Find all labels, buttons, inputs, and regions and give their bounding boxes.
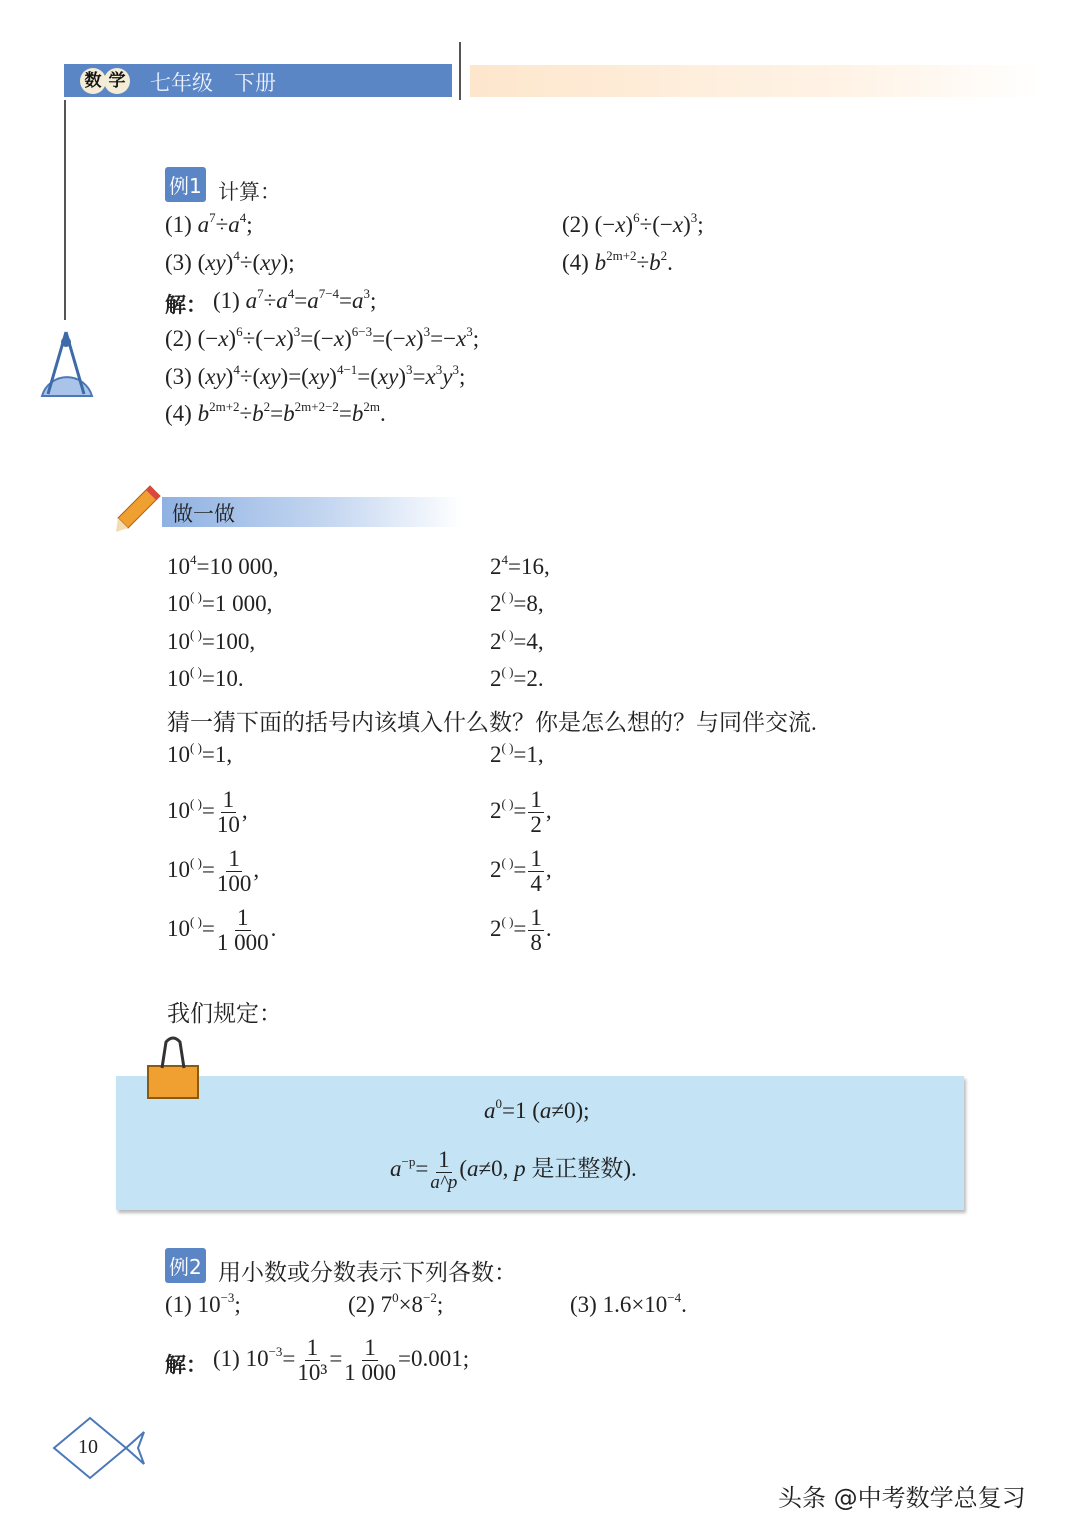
problem bbox=[562, 212, 704, 238]
problem bbox=[570, 1292, 687, 1318]
math-exponent: ( ) bbox=[190, 589, 202, 604]
math-variable: x bbox=[456, 326, 467, 351]
math-text: , bbox=[545, 797, 552, 823]
activity-title: 做一做 bbox=[172, 502, 235, 526]
math-text: , bbox=[241, 797, 248, 823]
fraction-numerator: 1 bbox=[530, 905, 542, 930]
math-text: ; bbox=[246, 212, 253, 237]
equation bbox=[490, 554, 550, 580]
guess-question: 猜一猜下面的括号内该填入什么数？你是怎么想的？与同伴交流. bbox=[167, 710, 817, 735]
math-exponent: ( ) bbox=[190, 664, 202, 679]
math-text: ) bbox=[225, 250, 234, 275]
math-exponent: −2 bbox=[423, 1290, 437, 1305]
math-exponent: 3 bbox=[435, 362, 443, 377]
math-text: =( bbox=[357, 364, 378, 389]
fraction-numerator: 1 bbox=[364, 1335, 376, 1360]
problem bbox=[165, 250, 295, 276]
margin-line bbox=[64, 100, 66, 320]
math-text: ) bbox=[683, 212, 691, 237]
math-text: 2 bbox=[490, 629, 502, 654]
header-decoration bbox=[470, 65, 1040, 97]
math-text: ; bbox=[458, 364, 466, 389]
equation bbox=[490, 629, 544, 655]
math-text: = bbox=[201, 915, 215, 941]
math-variable: b bbox=[594, 250, 607, 275]
solution-line bbox=[213, 288, 376, 314]
math-text: =8, bbox=[513, 591, 544, 616]
math-exponent: 2m+2 bbox=[606, 248, 637, 263]
math-variable: xy bbox=[205, 250, 226, 275]
math-text: ) bbox=[329, 364, 337, 389]
fraction-denominator: 1 000 bbox=[344, 1360, 397, 1386]
math-variable: b bbox=[252, 401, 264, 426]
math-fraction bbox=[528, 847, 544, 896]
math-exponent: 3 bbox=[690, 210, 698, 225]
fish-page-badge bbox=[50, 1414, 146, 1482]
math-text: ) bbox=[398, 364, 407, 389]
fraction-denominator: 8 bbox=[530, 930, 542, 956]
equation bbox=[167, 847, 259, 896]
math-text: = bbox=[201, 797, 215, 823]
math-text: ) bbox=[415, 326, 424, 351]
fraction-numerator: 1 bbox=[438, 1147, 450, 1172]
math-text: = bbox=[270, 401, 284, 426]
math-variable: a bbox=[390, 1155, 402, 1181]
equation bbox=[167, 666, 244, 692]
math-text: 10 bbox=[167, 629, 190, 654]
equation bbox=[490, 666, 544, 692]
equation bbox=[167, 629, 255, 655]
book-title: 七年级 下册 bbox=[150, 71, 276, 95]
math-exponent: ( ) bbox=[501, 740, 514, 755]
math-text: =1, bbox=[513, 742, 544, 767]
equation bbox=[167, 554, 278, 580]
math-exponent: 3 bbox=[466, 324, 473, 339]
problem bbox=[165, 212, 253, 238]
math-text: =1 ( bbox=[502, 1098, 540, 1123]
math-exponent: 3 bbox=[406, 362, 413, 377]
math-text: 10 bbox=[167, 856, 190, 882]
math-text: 2 bbox=[490, 591, 502, 616]
math-variable: x bbox=[218, 326, 229, 351]
math-text: 10 bbox=[167, 797, 190, 823]
math-variable: x bbox=[275, 326, 287, 351]
math-exponent: 7 bbox=[257, 286, 264, 301]
math-variable: x bbox=[405, 326, 416, 351]
math-variable: xy bbox=[260, 250, 281, 275]
equation bbox=[167, 788, 248, 837]
math-text: (3) 1.6×10 bbox=[570, 1292, 668, 1317]
math-text: (2) (− bbox=[562, 212, 616, 237]
math-exponent: 0 bbox=[392, 1290, 399, 1305]
math-variable: b bbox=[197, 401, 210, 426]
math-text: =− bbox=[430, 326, 457, 351]
math-exponent: 4 bbox=[233, 248, 240, 263]
math-text: . bbox=[681, 1292, 687, 1317]
math-text: ; bbox=[436, 1292, 444, 1317]
math-text: ; bbox=[472, 326, 480, 351]
math-variable: p bbox=[514, 1155, 526, 1181]
math-text: 10 bbox=[167, 666, 190, 691]
math-exponent: 4 bbox=[233, 362, 240, 377]
math-fraction bbox=[297, 1336, 327, 1385]
math-variable: b bbox=[351, 401, 364, 426]
math-text: 10 bbox=[167, 554, 190, 579]
math-text: 2 bbox=[490, 856, 502, 882]
math-text: =2. bbox=[513, 666, 544, 691]
problem bbox=[562, 250, 673, 276]
math-text: . bbox=[545, 915, 552, 941]
math-exponent: 2 bbox=[263, 399, 271, 414]
math-exponent: −4 bbox=[667, 1290, 682, 1305]
fraction-denominator: 10 bbox=[216, 812, 240, 838]
math-text: , bbox=[545, 856, 552, 882]
math-text: 2 bbox=[490, 666, 502, 691]
math-text: 2 bbox=[490, 797, 502, 823]
solution-line bbox=[165, 401, 386, 427]
math-text: ÷ bbox=[239, 401, 253, 426]
math-variable: a bbox=[352, 288, 364, 313]
math-text: . bbox=[270, 915, 277, 941]
math-fraction bbox=[344, 1336, 396, 1385]
equation bbox=[490, 591, 544, 617]
math-variable: x bbox=[672, 212, 684, 237]
fraction-denominator: 4 bbox=[530, 871, 542, 897]
solution-label: 解： bbox=[165, 1353, 207, 1377]
math-exponent: 7 bbox=[209, 210, 216, 225]
math-text: (2) 7 bbox=[348, 1292, 393, 1317]
fraction-denominator: 100 bbox=[216, 871, 252, 897]
math-exponent: 2m bbox=[363, 399, 381, 414]
equation bbox=[490, 906, 552, 955]
math-fraction bbox=[528, 788, 544, 837]
math-text: =16, bbox=[508, 554, 550, 579]
equation bbox=[167, 906, 276, 955]
math-text: ); bbox=[280, 250, 295, 275]
math-exponent: 6 bbox=[633, 210, 640, 225]
math-text: ; bbox=[370, 288, 377, 313]
math-text: ≠0, bbox=[478, 1155, 515, 1181]
compass-icon bbox=[36, 328, 96, 400]
math-text: ÷ bbox=[263, 288, 277, 313]
math-variable: b bbox=[649, 250, 661, 275]
math-text: . bbox=[380, 401, 386, 426]
equation bbox=[490, 847, 552, 896]
equation bbox=[490, 788, 552, 837]
math-fraction bbox=[528, 906, 544, 955]
math-exponent: 4 bbox=[239, 210, 247, 225]
math-text: (1) bbox=[213, 288, 246, 313]
math-variable: y bbox=[442, 364, 453, 389]
fraction-numerator: 1 bbox=[228, 846, 240, 871]
math-exponent: 2 bbox=[660, 248, 668, 263]
math-variable: b bbox=[283, 401, 295, 426]
math-exponent: 3 bbox=[293, 324, 301, 339]
math-text: 是正整数). bbox=[525, 1155, 637, 1181]
equation bbox=[167, 742, 232, 768]
math-text: ) bbox=[228, 326, 237, 351]
math-exponent: ( ) bbox=[190, 740, 202, 755]
math-text: ×8 bbox=[398, 1292, 424, 1317]
page-number: 10 bbox=[78, 1436, 98, 1458]
math-text: (3) ( bbox=[165, 250, 206, 275]
math-exponent: ( ) bbox=[501, 627, 514, 642]
math-exponent: 7−4 bbox=[318, 286, 340, 301]
subject-logo bbox=[80, 68, 128, 94]
example-2-prompt: 用小数或分数表示下列各数： bbox=[218, 1260, 517, 1285]
math-exponent: 4 bbox=[190, 552, 197, 567]
math-exponent: ( ) bbox=[190, 795, 202, 811]
math-exponent: ( ) bbox=[501, 664, 514, 679]
math-variable: xy bbox=[260, 364, 281, 389]
fraction-numerator: 1 bbox=[530, 787, 542, 812]
math-exponent: ( ) bbox=[501, 795, 514, 811]
math-text: 2 bbox=[490, 742, 502, 767]
math-text: ≠0); bbox=[551, 1098, 590, 1123]
math-variable: xy bbox=[308, 364, 330, 389]
math-variable: a bbox=[539, 1098, 552, 1123]
definition-negative-exponent bbox=[390, 1148, 637, 1193]
math-text: = bbox=[513, 915, 527, 941]
math-exponent: −3 bbox=[268, 1343, 283, 1359]
fraction-numerator: 1 bbox=[222, 787, 235, 812]
math-text: =1, bbox=[201, 742, 233, 767]
math-text: = bbox=[339, 288, 353, 313]
math-exponent: 4 bbox=[287, 286, 295, 301]
math-text: 2 bbox=[490, 554, 502, 579]
math-text: =4, bbox=[513, 629, 544, 654]
math-text: 2 bbox=[490, 915, 502, 941]
math-text: =0.001; bbox=[398, 1345, 470, 1371]
binder-clip-icon bbox=[144, 1036, 202, 1102]
math-exponent: 6−3 bbox=[351, 324, 373, 339]
fraction-numerator: 1 bbox=[237, 905, 249, 930]
math-text: 10 bbox=[167, 591, 190, 616]
math-exponent: 4 bbox=[501, 552, 508, 567]
math-text: ; bbox=[697, 212, 704, 237]
math-fraction bbox=[217, 788, 240, 837]
equation bbox=[490, 742, 544, 768]
math-text: ) bbox=[344, 326, 352, 351]
math-variable: a bbox=[245, 288, 258, 313]
math-text: = bbox=[415, 1155, 429, 1181]
math-text: (4) bbox=[562, 250, 595, 275]
math-text: ) bbox=[286, 326, 294, 351]
math-exponent: ( ) bbox=[190, 913, 202, 929]
math-text: (3) ( bbox=[165, 364, 206, 389]
example-1-prompt: 计算： bbox=[218, 180, 281, 204]
example-2-badge: 例2 bbox=[165, 1248, 206, 1283]
math-text: (2) (− bbox=[165, 326, 219, 351]
problem bbox=[348, 1292, 443, 1318]
math-text: ) bbox=[225, 364, 234, 389]
fraction-denominator: 10³ bbox=[297, 1360, 328, 1386]
math-exponent: 3 bbox=[423, 324, 431, 339]
problem bbox=[165, 1292, 241, 1318]
math-text: = bbox=[294, 288, 308, 313]
math-text: =10. bbox=[201, 666, 244, 691]
example-1-badge: 例1 bbox=[165, 167, 206, 202]
math-variable: x bbox=[333, 326, 345, 351]
math-text: . bbox=[667, 250, 673, 275]
math-variable: a bbox=[276, 288, 288, 313]
math-exponent: 0 bbox=[495, 1096, 502, 1111]
math-exponent: ( ) bbox=[501, 589, 514, 604]
logo-char: 数 bbox=[80, 68, 106, 94]
fraction-denominator: 2 bbox=[530, 812, 542, 838]
math-exponent: −3 bbox=[220, 1290, 235, 1305]
math-text: =(− bbox=[372, 326, 406, 351]
math-text: = bbox=[329, 1345, 343, 1371]
math-fraction bbox=[217, 847, 252, 896]
math-text: ÷(− bbox=[242, 326, 276, 351]
math-exponent: ( ) bbox=[501, 913, 514, 929]
math-text: ÷( bbox=[239, 250, 261, 275]
math-variable: x bbox=[425, 364, 436, 389]
math-text: ÷(− bbox=[639, 212, 673, 237]
math-exponent: 3 bbox=[452, 362, 459, 377]
math-exponent: 3 bbox=[363, 286, 371, 301]
definition-intro: 我们规定： bbox=[167, 1001, 282, 1026]
math-text: ) bbox=[625, 212, 634, 237]
math-variable: a bbox=[467, 1155, 479, 1181]
math-text: =(− bbox=[300, 326, 334, 351]
logo-char: 学 bbox=[104, 68, 130, 94]
math-variable: x bbox=[615, 212, 626, 237]
math-text: =10 000, bbox=[196, 554, 279, 579]
math-exponent: ( ) bbox=[501, 854, 514, 870]
math-text: = bbox=[513, 856, 527, 882]
solution-line bbox=[165, 364, 465, 390]
solution-label: 解： bbox=[165, 293, 207, 317]
header-divider bbox=[459, 42, 461, 100]
fraction-denominator: a^p bbox=[430, 1172, 458, 1194]
header-bar bbox=[64, 64, 452, 97]
solution-line bbox=[165, 326, 479, 352]
math-text: ÷ bbox=[636, 250, 650, 275]
math-text: )=( bbox=[280, 364, 309, 389]
math-text: = bbox=[412, 364, 426, 389]
math-text: 10 bbox=[167, 742, 190, 767]
math-exponent: 2m+2 bbox=[209, 399, 240, 414]
math-text: (4) bbox=[165, 401, 198, 426]
fraction-numerator: 1 bbox=[530, 846, 542, 871]
math-text: (1) 10 bbox=[213, 1345, 269, 1371]
math-text: = bbox=[201, 856, 215, 882]
math-exponent: ( ) bbox=[190, 627, 202, 642]
math-text: , bbox=[253, 856, 260, 882]
math-variable: a bbox=[307, 288, 319, 313]
math-text: ÷ bbox=[215, 212, 229, 237]
math-text: (1) bbox=[165, 212, 198, 237]
watermark: 头条 @中考数学总复习 bbox=[778, 1484, 1026, 1512]
math-text: (1) 10 bbox=[165, 1292, 221, 1317]
activity-banner bbox=[162, 497, 462, 527]
math-variable: a bbox=[484, 1098, 496, 1123]
definition-zero-exponent bbox=[484, 1098, 590, 1124]
math-fraction bbox=[430, 1148, 457, 1193]
equation bbox=[167, 591, 272, 617]
math-exponent: ( ) bbox=[190, 854, 202, 870]
math-text: ; bbox=[234, 1292, 241, 1317]
math-text: = bbox=[513, 797, 527, 823]
math-variable: xy bbox=[205, 364, 226, 389]
math-text: =1 000, bbox=[201, 591, 273, 616]
math-text: ( bbox=[459, 1155, 468, 1181]
math-text: = bbox=[282, 1345, 296, 1371]
math-fraction bbox=[217, 906, 269, 955]
math-text: 10 bbox=[167, 915, 190, 941]
math-exponent: 6 bbox=[236, 324, 243, 339]
math-variable: a bbox=[228, 212, 240, 237]
math-exponent: 4−1 bbox=[336, 362, 358, 377]
solution-line bbox=[213, 1336, 469, 1385]
fraction-numerator: 1 bbox=[306, 1335, 319, 1360]
math-variable: xy bbox=[377, 364, 399, 389]
math-text: ÷( bbox=[239, 364, 261, 389]
math-variable: a bbox=[197, 212, 210, 237]
math-text: = bbox=[338, 401, 352, 426]
math-exponent: −p bbox=[401, 1153, 416, 1169]
math-exponent: 2m+2−2 bbox=[294, 399, 339, 414]
fraction-denominator: 1 000 bbox=[216, 930, 269, 956]
math-text: =100, bbox=[201, 629, 256, 654]
pencil-icon bbox=[114, 484, 164, 534]
